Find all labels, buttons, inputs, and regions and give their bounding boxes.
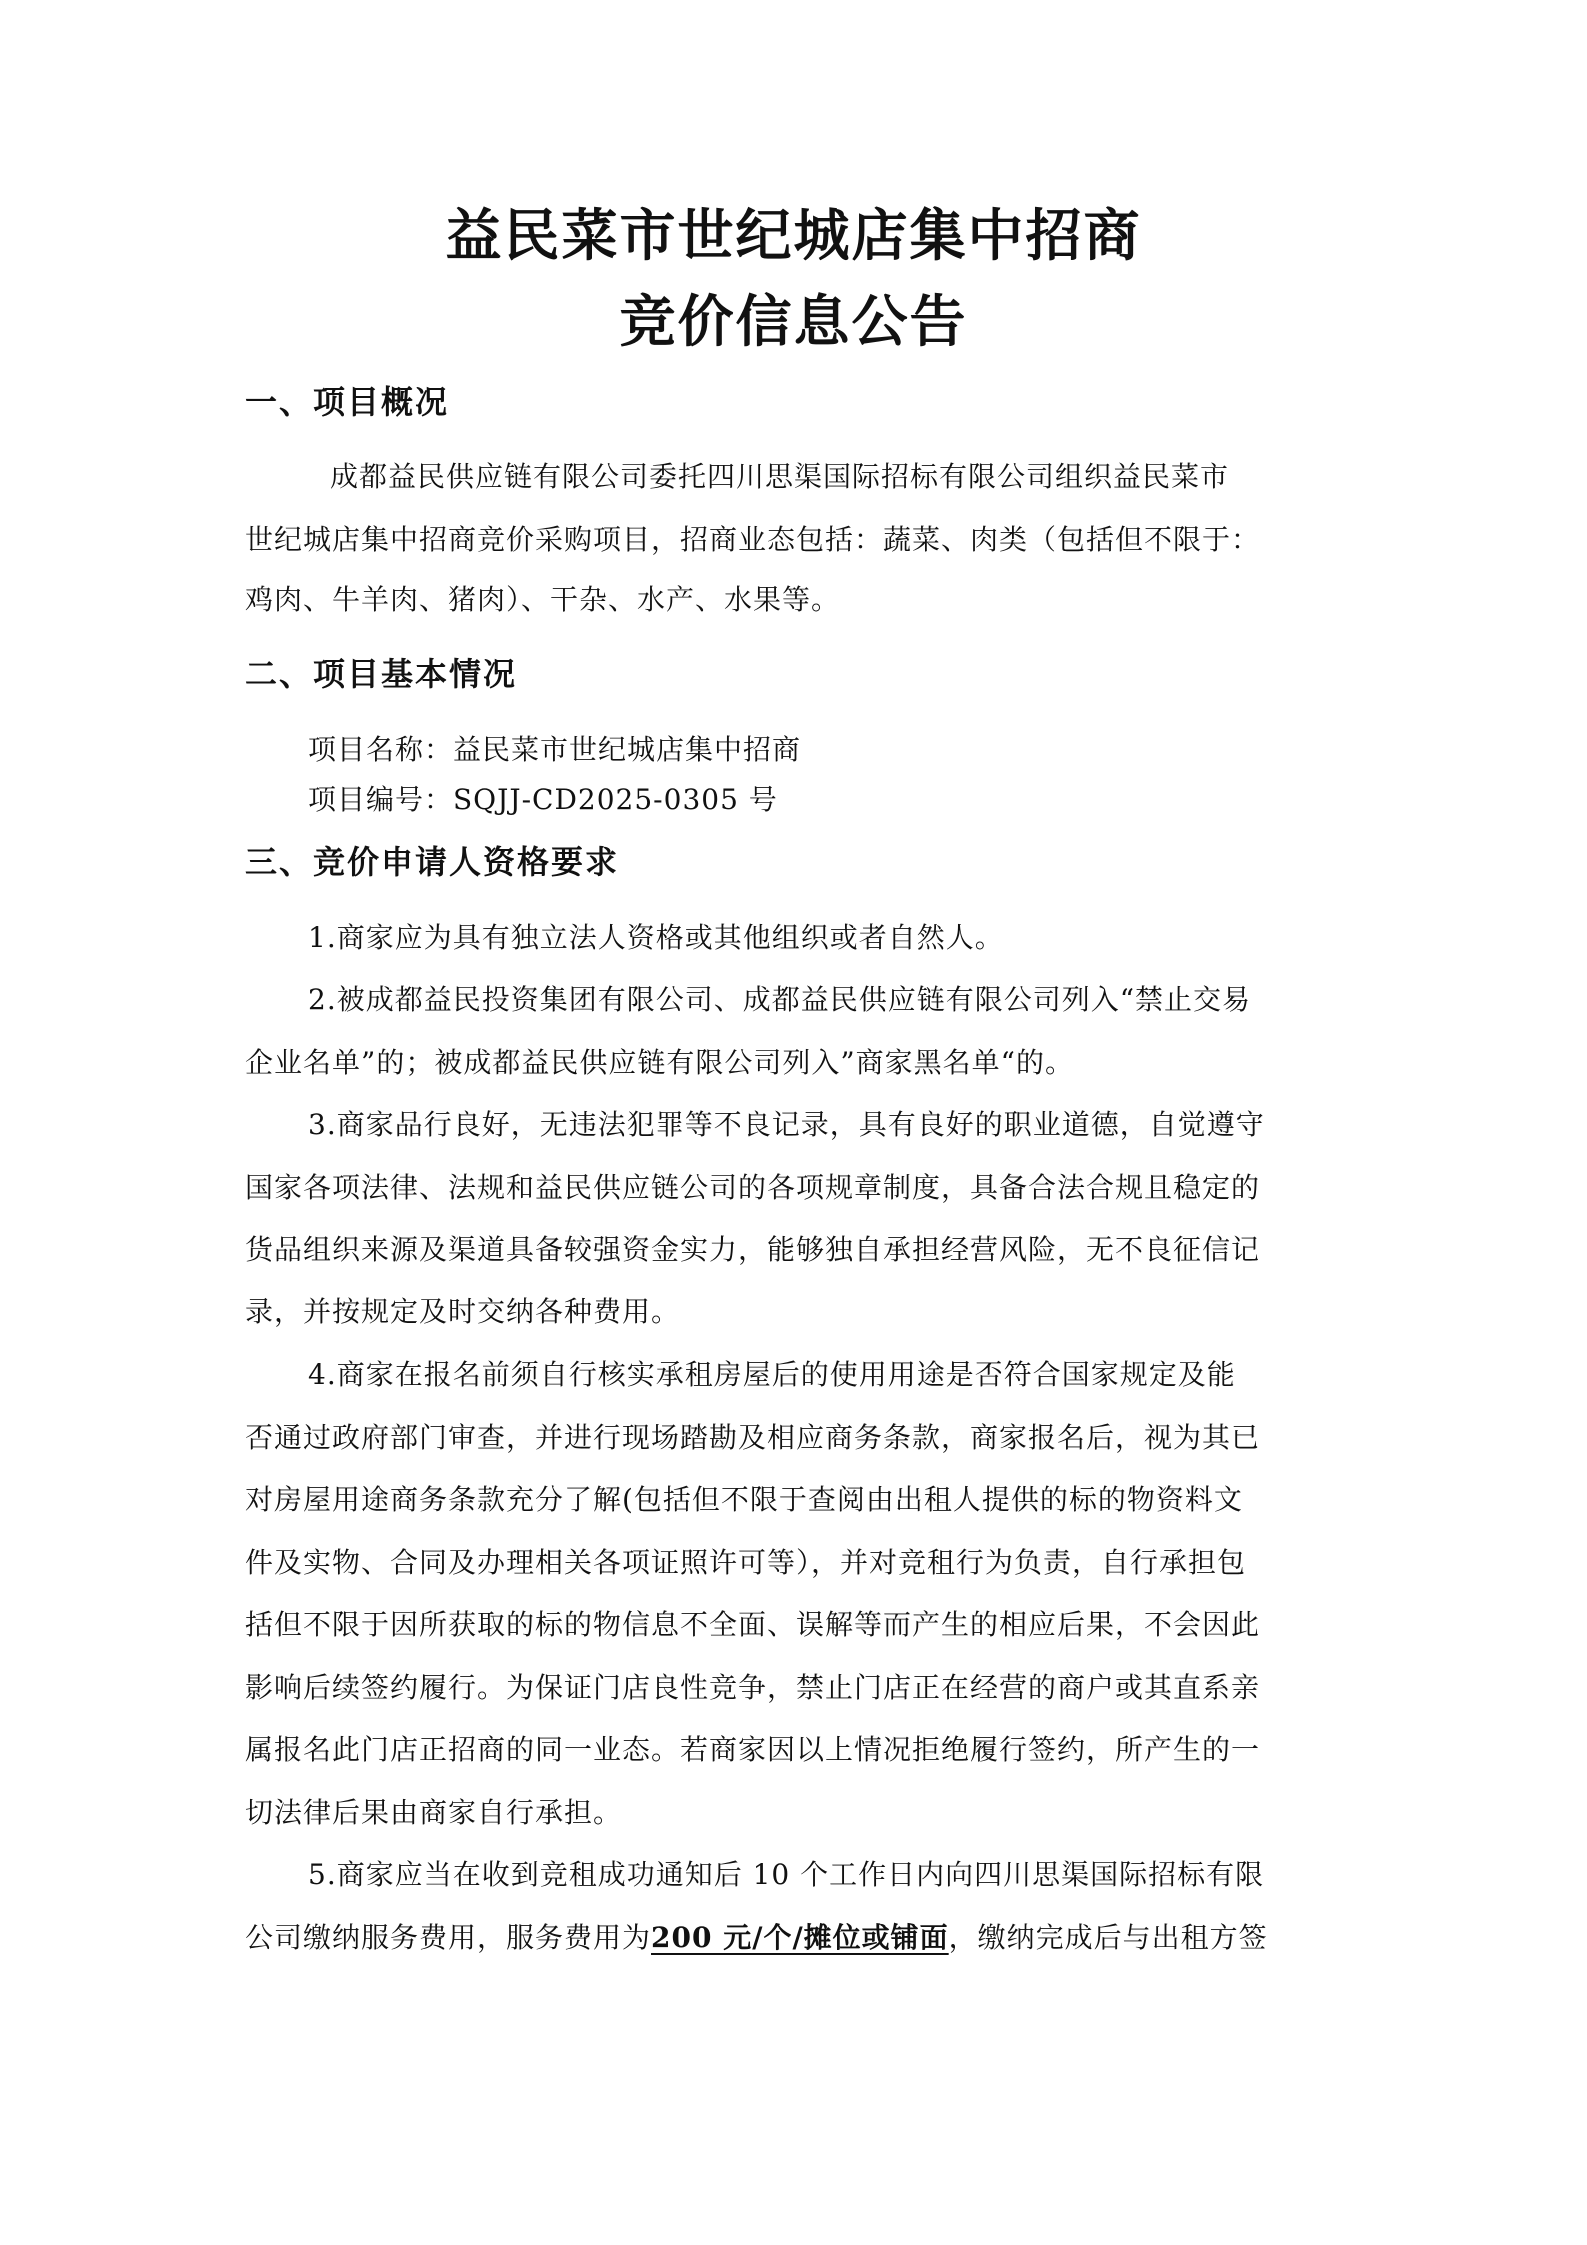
document-title-line1: 益民菜市世纪城店集中招商: [445, 203, 1142, 269]
service-fee-amount: 200 元/个/摊位或铺面: [651, 1921, 949, 1954]
section2-heading: 二、项目基本情况: [245, 655, 518, 693]
requirement-4-line: 对房屋用途商务条款充分了解(包括但不限于查阅由出租人提供的标的物资料文: [245, 1483, 1243, 1516]
section1-heading: 一、项目概况: [245, 383, 450, 421]
project-code-line: 项目编号：SQJJ-CD2025-0305 号: [308, 783, 778, 816]
requirement-4-line: 括但不限于因所获取的标的物信息不全面、误解等而产生的相应后果，不会因此: [245, 1608, 1261, 1641]
requirement-3-line: 国家各项法律、法规和益民供应链公司的各项规章制度，具备合法合规且稳定的: [245, 1171, 1261, 1204]
requirement-1: 1.商家应为具有独立法人资格或其他组织或者自然人。: [308, 921, 1004, 954]
section3-heading: 三、竞价申请人资格要求: [245, 843, 620, 881]
requirement-5-text: 公司缴纳服务费用，服务费用为: [245, 1921, 652, 1954]
requirement-3-line: 录，并按规定及时交纳各种费用。: [245, 1295, 681, 1328]
requirement-5-text: ，缴纳完成后与出租方签: [948, 1921, 1268, 1954]
requirement-5-line: 5.商家应当在收到竞租成功通知后 10 个工作日内向四川思渠国际招标有限: [308, 1858, 1265, 1891]
requirement-2-line: 企业名单”的；被成都益民供应链有限公司列入”商家黑名单“的。: [245, 1046, 1074, 1079]
requirement-4-line: 件及实物、合同及办理相关各项证照许可等），并对竞租行为负责，自行承担包: [245, 1546, 1247, 1579]
requirement-3-line: 货品组织来源及渠道具备较强资金实力，能够独自承担经营风险，无不良征信记: [245, 1233, 1261, 1266]
requirement-4-line: 4.商家在报名前须自行核实承租房屋后的使用用途是否符合国家规定及能: [308, 1358, 1236, 1391]
document-title-line2: 竞价信息公告: [619, 289, 968, 355]
requirement-3-line: 3.商家品行良好，无违法犯罪等不良记录，具有良好的职业道德，自觉遵守: [308, 1108, 1265, 1141]
section1-line: 成都益民供应链有限公司委托四川思渠国际招标有限公司组织益民菜市: [330, 460, 1230, 493]
requirement-4-line: 属报名此门店正招商的同一业态。若商家因以上情况拒绝履行签约，所产生的一: [245, 1733, 1261, 1766]
requirement-4-line: 否通过政府部门审查，并进行现场踏勘及相应商务条款，商家报名后，视为其已: [245, 1421, 1261, 1454]
section1-line: 鸡肉、牛羊肉、猪肉）、干杂、水产、水果等。: [245, 583, 841, 616]
requirement-5-line: [245, 1916, 1268, 1960]
requirement-2-line: 2.被成都益民投资集团有限公司、成都益民供应链有限公司列入“禁止交易: [308, 983, 1252, 1016]
requirement-4-line: 切法律后果由商家自行承担。: [245, 1796, 623, 1829]
project-name-line: 项目名称：益民菜市世纪城店集中招商: [308, 733, 802, 766]
section1-line: 世纪城店集中招商竞价采购项目，招商业态包括：蔬菜、肉类（包括但不限于：: [245, 523, 1261, 556]
requirement-4-line: 影响后续签约履行。为保证门店良性竞争，禁止门店正在经营的商户或其直系亲: [245, 1671, 1261, 1704]
